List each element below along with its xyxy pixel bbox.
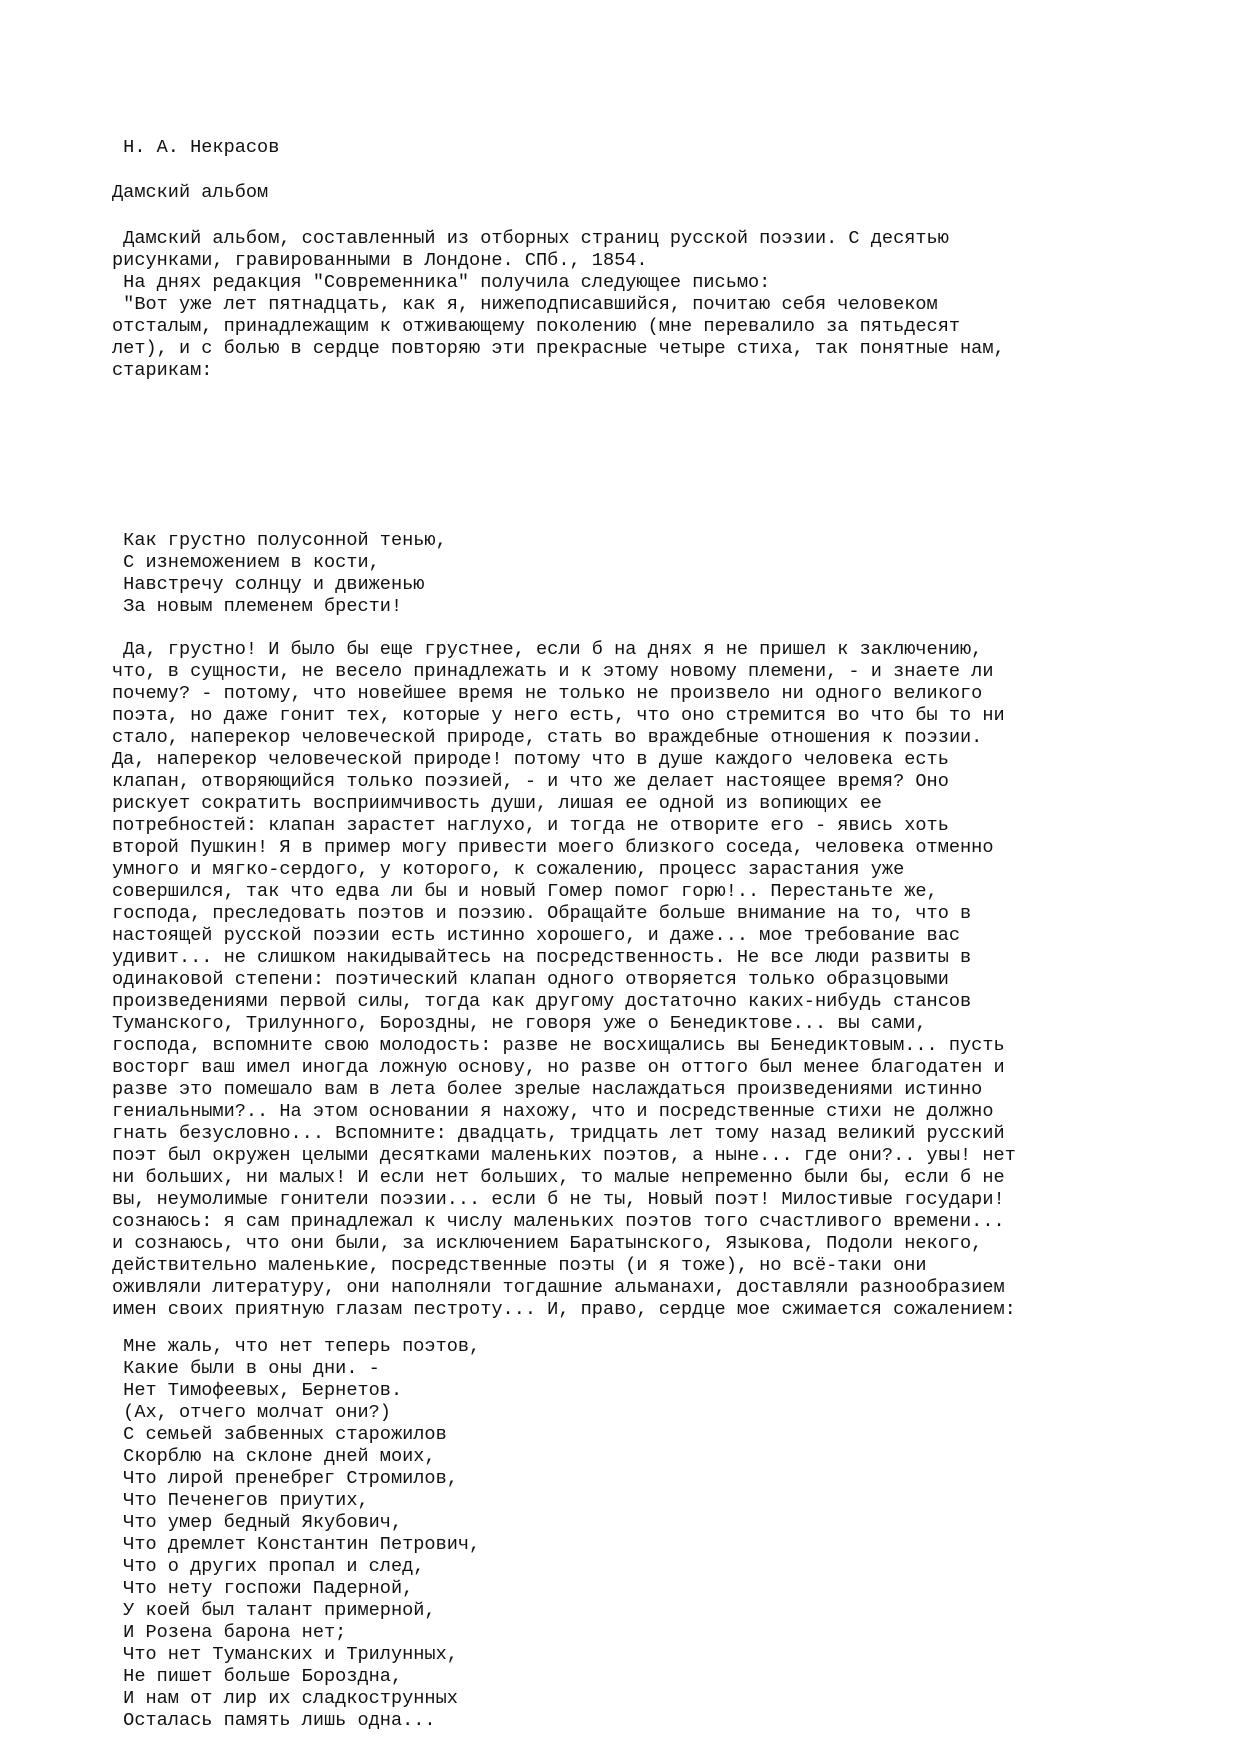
text-line: оживляли литературу, они наполняли тогдашние альманахи, доставляли разнообразием [112,1277,1005,1298]
verse-stanza-1 [112,530,447,618]
text-line: сознаюсь: я сам принадлежал к числу маленьких поэтов того счастливого времени... [112,1211,1005,1232]
verse-line: Не пишет больше Бороздна, [112,1666,403,1687]
text-line: гениальными?.. На этом основании я нахожу, что и посредственные стихи не должно [112,1101,994,1122]
text-line: восторг ваш имел иногда ложную основу, но разве он оттого был менее благодатен и [112,1057,1005,1078]
text-line: что, в сущности, не весело принадлежать и к этому новому племени, - и знаете ли [112,661,994,682]
text-line: лет), и с болью в сердце повторяю эти прекрасные четыре стиха, так понятные нам, [112,338,1005,359]
text-line: гнать безусловно... Вспомните: двадцать, тридцать лет тому назад великий русский [112,1123,1005,1144]
text-line: потребностей: клапан зарастет наглухо, и тогда не отворите его - явись хоть [112,815,949,836]
verse-line: (Ах, отчего молчат они?) [112,1402,391,1423]
verse-stanza-2 [112,1336,480,1732]
text-line: Да, наперекор человеческой природе! потому что в душе каждого человека есть [112,749,949,770]
text-line: имен своих приятную глазам пестроту... И, право, сердце мое сжимается сожалением: [112,1299,1016,1320]
verse-line: С изнеможением в кости, [112,552,380,573]
verse-line: Какие были в оны дни. - [112,1358,380,1379]
text-line: совершился, так что едва ли бы и новый Гомер помог горю!.. Перестаньте же, [112,881,938,902]
intro-paragraph [112,228,1005,382]
verse-line: Навстречу солнцу и движенью [112,574,425,595]
verse-line: Что Печенегов приутих, [112,1490,369,1511]
text-line: действительно маленькие, посредственные поэты (и я тоже), но всё-таки они [112,1255,927,1276]
text-line: удивит... не слишком накидывайтесь на посредственность. Не все люди развиты в [112,947,972,968]
verse-line: Что о других пропал и след, [112,1556,425,1577]
verse-line: Что нету госпожи Падерной, [112,1578,414,1599]
text-line: Туманского, Трилунного, Бороздны, не говоря уже о Бенедиктове... вы сами, [112,1013,927,1034]
text-line: произведениями первой силы, тогда как другому достаточно каких-нибудь стансов [112,991,972,1012]
text-line: вы, неумолимые гонители поэзии... если б не ты, Новый поэт! Милостивые государи! [112,1189,1005,1210]
document-title: Дамский альбом [112,182,269,203]
verse-line: За новым племенем брести! [112,596,403,617]
text-line: старикам: [112,360,213,381]
text-line: почему? - потому, что новейшее время не только не произвело ни одного великого [112,683,983,704]
verse-line: Скорблю на склоне дней моих, [112,1446,436,1467]
verse-line: Мне жаль, что нет теперь поэтов, [112,1336,481,1357]
text-line: отсталым, принадлежащим к отживающему поколению (мне перевалило за пятьдесят [112,316,961,337]
verse-line: Что нет Туманских и Трилунных, [112,1644,458,1665]
main-paragraph [112,639,1016,1321]
text-line: рисунками, гравированными в Лондоне. СПб., 1854. [112,250,648,271]
text-line: поэт был окружен целыми десятками маленьких поэтов, а ныне... где они?.. увы! нет [112,1145,1016,1166]
text-line: разве это помешало вам в лета более зрелые наслаждаться произведениями истинно [112,1079,983,1100]
verse-line: Что умер бедный Якубович, [112,1512,403,1533]
text-line: умного и мягко-сердого, у которого, к сожалению, процесс зарастания уже [112,859,905,880]
verse-line: Что дремлет Константин Петрович, [112,1534,481,1555]
text-line: настоящей русской поэзии есть истинно хорошего, и даже... мое требование вас [112,925,961,946]
verse-line: У коей был талант примерной, [112,1600,436,1621]
text-line: На днях редакция "Современника" получила следующее письмо: [112,272,771,293]
text-line: клапан, отворяющийся только поэзией, - и что же делает настоящее время? Оно [112,771,949,792]
text-line: стало, наперекор человеческой природе, стать во враждебные отношения к поэзии. [112,727,983,748]
verse-line: С семьей забвенных старожилов [112,1424,447,1445]
text-line: господа, вспомните свою молодость: разве не восхищались вы Бенедиктовым... пусть [112,1035,1005,1056]
verse-line: Что лирой пренебрег Стромилов, [112,1468,458,1489]
text-line: господа, преследовать поэтов и поэзию. Обращайте больше внимание на то, что в [112,903,972,924]
text-line: "Вот уже лет пятнадцать, как я, нижеподписавшийся, почитаю себя человеком [112,294,938,315]
text-line: рискует сократить восприимчивость души, лишая ее одной из вопиющих ее [112,793,882,814]
author-name: Н. А. Некрасов [112,137,280,158]
text-line: поэта, но даже гонит тех, которые у него есть, что оно стремится во что бы то ни [112,705,1005,726]
text-line: и сознаюсь, что они были, за исключением Баратынского, Языкова, Подоли некого, [112,1233,983,1254]
text-line: второй Пушкин! Я в пример могу привести моего близкого соседа, человека отменно [112,837,994,858]
text-line: Да, грустно! И было бы еще грустнее, если б на днях я не пришел к заключению, [112,639,983,660]
text-line: одинаковой степени: поэтический клапан одного отворяется только образцовыми [112,969,949,990]
verse-line: И Розена барона нет; [112,1622,347,1643]
verse-line: Как грустно полусонной тенью, [112,530,447,551]
verse-line: Осталась память лишь одна... [112,1710,436,1731]
verse-line: Нет Тимофеевых, Бернетов. [112,1380,403,1401]
text-line: Дамский альбом, составленный из отборных страниц русской поэзии. С десятью [112,228,949,249]
verse-line: И нам от лир их сладкострунных [112,1688,458,1709]
text-line: ни больших, ни малых! И если нет больших, то малые непременно были бы, если б не [112,1167,1005,1188]
